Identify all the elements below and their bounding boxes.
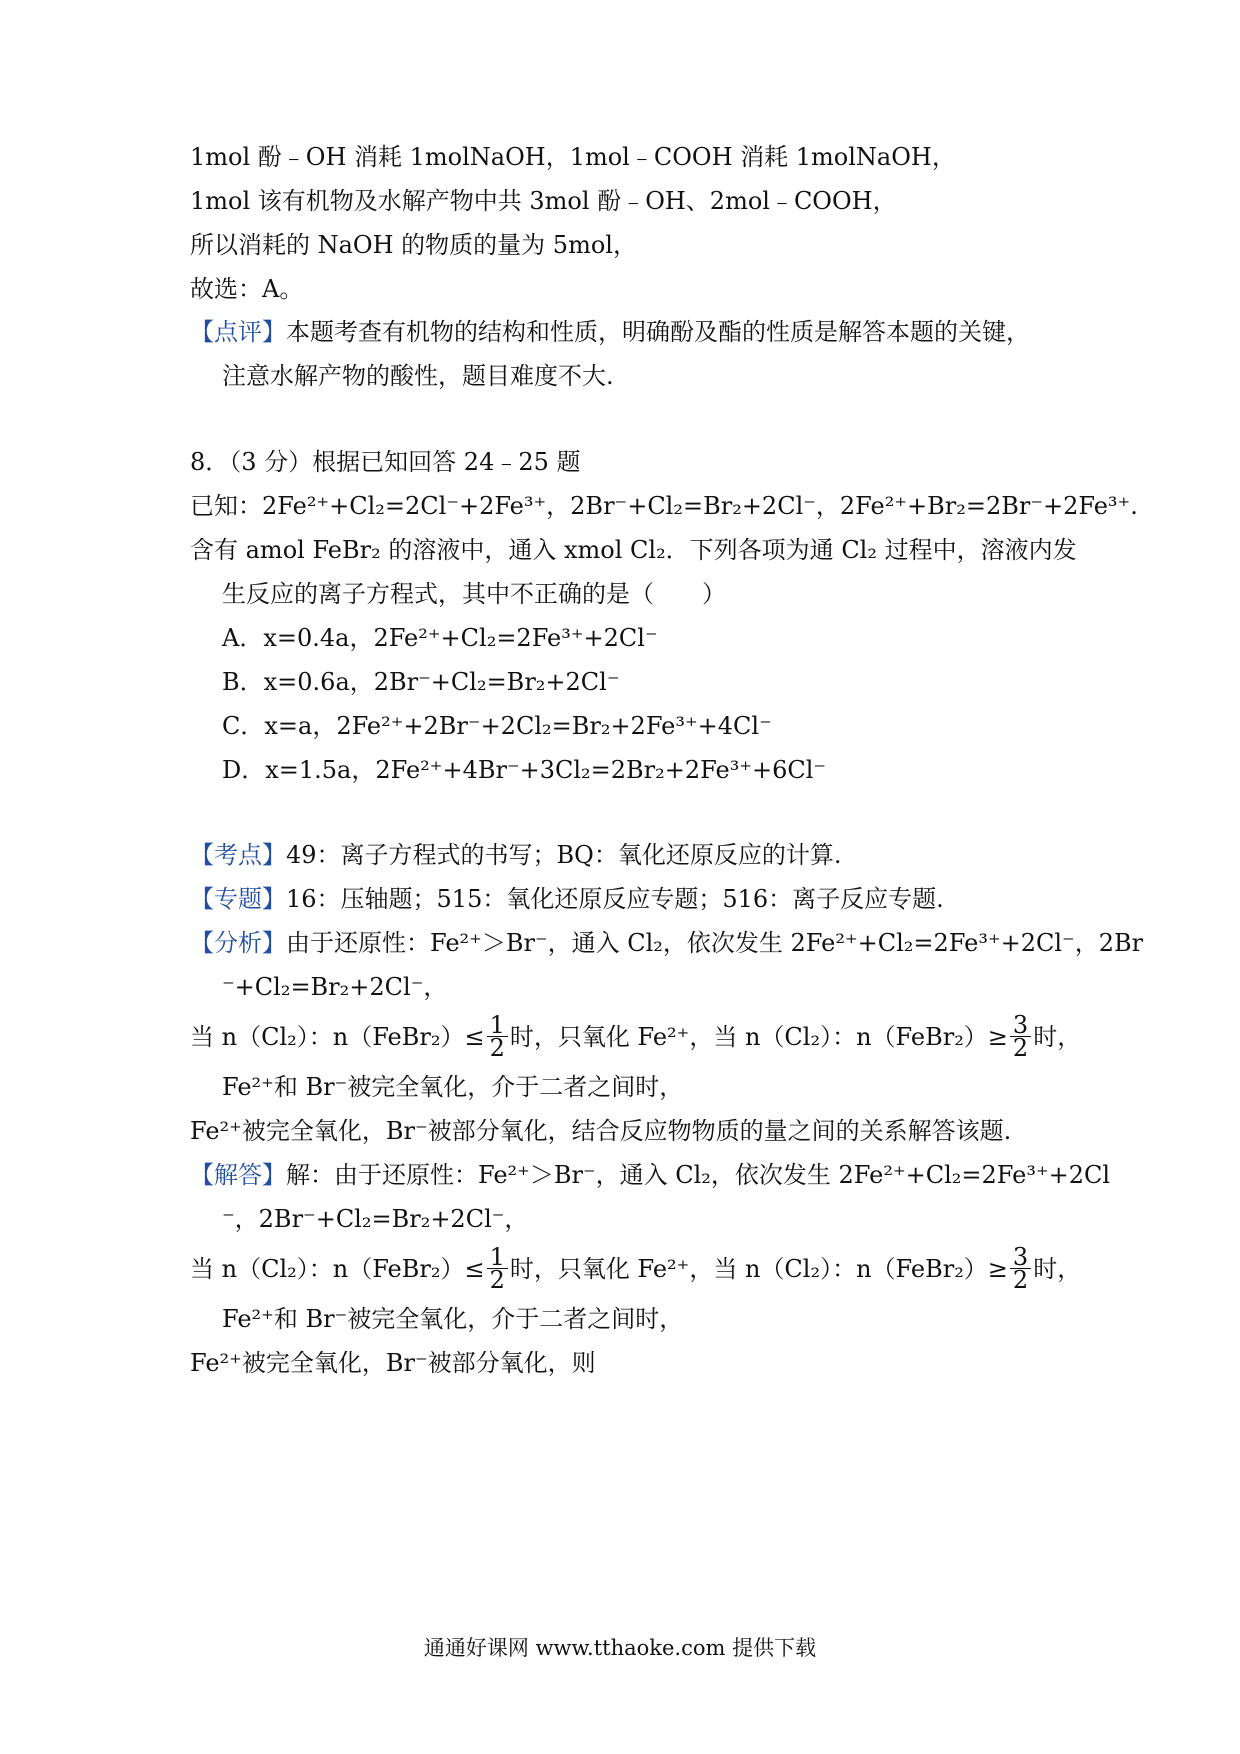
jieda-line-5: Fe²⁺被完全氧化，Br⁻被部分氧化，则 xyxy=(190,1349,596,1377)
fenxi-line xyxy=(190,926,1143,960)
fenxi-line-5: Fe²⁺被完全氧化，Br⁻被部分氧化，结合反应物物质的量之间的关系解答该题. xyxy=(190,1117,1012,1145)
known-label: 已知： xyxy=(190,492,262,520)
fenxi-line-2: ⁻+Cl₂=Br₂+2Cl⁻， xyxy=(222,973,448,1001)
comment-text: 本题考查有机物的结构和性质，明确酚及酯的性质是解答本题的关键， xyxy=(286,318,1030,346)
page-footer: 通通好课网 www.tthaoke.com 提供下载 xyxy=(423,1636,817,1660)
fraction xyxy=(1010,1011,1031,1062)
question-header: 8．（3 分）根据已知回答 24﹣25 题 xyxy=(190,448,581,476)
ratio-text: 当 n（Cl₂）：n（FeBr₂）≤ xyxy=(190,1023,485,1051)
question-stem: 含有 amol FeBr₂ 的溶液中，通入 xmol Cl₂．下列各项为通 Cl₂ 过程中，溶液内发 xyxy=(190,536,1077,564)
ratio-text: 时，只氧化 Fe²⁺，当 n（Cl₂）：n（FeBr₂）≥ xyxy=(509,1255,1008,1283)
jieda-line xyxy=(190,1158,1110,1192)
jieda-line-2: ⁻，2Br⁻+Cl₂=Br₂+2Cl⁻， xyxy=(222,1205,529,1233)
zhuanti-line xyxy=(190,882,944,916)
text-line: 所以消耗的 NaOH 的物质的量为 5mol， xyxy=(190,231,637,259)
comment-line xyxy=(190,315,1030,349)
fraction-numerator: 1 xyxy=(487,1014,508,1037)
fenxi-tag: 【分析】 xyxy=(190,929,286,957)
kaodian-text: 49：离子方程式的书写；BQ：氧化还原反应的计算. xyxy=(286,841,842,869)
zhuanti-text: 16：压轴题；515：氧化还原反应专题；516：离子反应专题. xyxy=(286,885,944,913)
fraction-denominator: 2 xyxy=(489,1034,505,1062)
fenxi-text: 由于还原性：Fe²⁺＞Br⁻，通入 Cl₂，依次发生 2Fe²⁺+Cl₂=2Fe³⁺+2Cl⁻，2Br xyxy=(286,929,1144,957)
fraction-numerator: 1 xyxy=(487,1246,508,1269)
ratio-text: 时，只氧化 Fe²⁺，当 n（Cl₂）：n（FeBr₂）≥ xyxy=(509,1023,1008,1051)
fraction-numerator: 3 xyxy=(1010,1014,1031,1037)
fraction xyxy=(487,1243,508,1294)
known-equations xyxy=(190,489,1138,523)
kaodian-tag: 【考点】 xyxy=(190,841,286,869)
ratio-text: 时， xyxy=(1033,1023,1082,1051)
comment-continuation: 注意水解产物的酸性，题目难度不大. xyxy=(222,362,614,390)
ratio-text: 当 n（Cl₂）：n（FeBr₂）≤ xyxy=(190,1255,485,1283)
jieda-tag: 【解答】 xyxy=(190,1161,286,1189)
jieda-line-4: Fe²⁺和 Br⁻被完全氧化，介于二者之间时， xyxy=(222,1305,684,1333)
fraction-denominator: 2 xyxy=(1012,1266,1029,1294)
fraction-denominator: 2 xyxy=(1012,1034,1029,1062)
comment-tag: 【点评】 xyxy=(190,318,286,346)
text-line: 1mol 该有机物及水解产物中共 3mol 酚﹣OH、2mol﹣COOH， xyxy=(190,187,897,215)
jieda-ratio-line xyxy=(190,1243,1082,1294)
jieda-text: 解：由于还原性：Fe²⁺＞Br⁻，通入 Cl₂，依次发生 2Fe²⁺+Cl₂=2Fe³⁺+2Cl xyxy=(286,1161,1111,1189)
question-stem-continuation: 生反应的离子方程式，其中不正确的是（ ） xyxy=(222,580,726,608)
fraction xyxy=(487,1011,508,1062)
option-b: B．x=0.6a，2Br⁻+Cl₂=Br₂+2Cl⁻ xyxy=(222,668,620,696)
fenxi-ratio-line xyxy=(190,1011,1082,1062)
zhuanti-tag: 【专题】 xyxy=(190,885,286,913)
fraction xyxy=(1010,1243,1031,1294)
fraction-numerator: 3 xyxy=(1010,1246,1031,1269)
option-a: A．x=0.4a，2Fe²⁺+Cl₂=2Fe³⁺+2Cl⁻ xyxy=(222,624,658,652)
option-d: D．x=1.5a，2Fe²⁺+4Br⁻+3Cl₂=2Br₂+2Fe³⁺+6Cl⁻ xyxy=(222,756,827,784)
text-line: 故选：A。 xyxy=(190,275,304,303)
option-c: C．x=a，2Fe²⁺+2Br⁻+2Cl₂=Br₂+2Fe³⁺+4Cl⁻ xyxy=(222,712,772,740)
kaodian-line xyxy=(190,838,841,872)
fenxi-line-4: Fe²⁺和 Br⁻被完全氧化，介于二者之间时， xyxy=(222,1073,684,1101)
known-eqs: 2Fe²⁺+Cl₂=2Cl⁻+2Fe³⁺，2Br⁻+Cl₂=Br₂+2Cl⁻，2Fe²⁺+Br₂=2Br⁻+2Fe³⁺. xyxy=(262,492,1138,520)
ratio-text: 时， xyxy=(1033,1255,1082,1283)
text-line: 1mol 酚﹣OH 消耗 1molNaOH，1mol﹣COOH 消耗 1molNaOH， xyxy=(190,143,956,171)
fraction-denominator: 2 xyxy=(489,1266,505,1294)
